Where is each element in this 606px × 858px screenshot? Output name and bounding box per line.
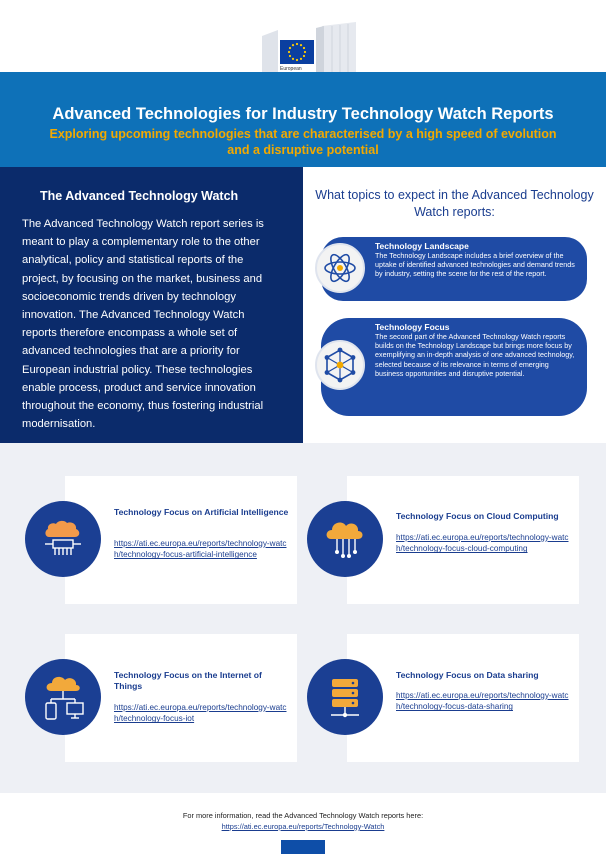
report-title-cloud: Technology Focus on Cloud Computing [396,511,559,521]
brain-chip-icon [25,501,101,577]
intro-body: The Advanced Technology Watch report series is meant to play a complementary role to the other analytical, policy and statistical reports of the project, by focusing on the market, business and socioeconomic trends driven by technology innovation. The Advanced Technology Watch reports therefore encompass a whole set of advanced technologies that are a priority for European industrial policy. These technologies enable process, product and service innovation throughout the economy, thus fostering industrial modernisation. [22,218,264,431]
intro-heading: The Advanced Technology Watch [40,189,239,203]
cloud-devices-icon [25,659,101,735]
topics-panel [303,167,606,443]
report-title-iot: Technology Focus on the Internet of Things [114,670,262,691]
footer [0,793,606,858]
topic-technology-landscape [321,237,587,301]
header-logo-area [0,0,606,72]
network-hexagon-icon [315,340,365,390]
topic-title: Technology Landscape [375,241,469,251]
report-title-data-sharing: Technology Focus on Data sharing [396,670,539,680]
topic-title: Technology Focus [375,322,450,332]
footer-accent-bar [281,840,325,854]
topic-description: The Technology Landscape includes a brief overview of the uptake of identified advanced technologies and demand trends by industry, setting the scene for the rest of the report. [375,251,575,279]
topics-heading: What topics to expect in the Advanced Technology Watch reports: [315,188,594,219]
report-link-ai[interactable]: https://ati.ec.europa.eu/reports/technology-watch/technology-focus-artificial-intelligence [114,539,287,560]
report-title-ai: Technology Focus on Artificial Intelligence [114,507,289,517]
logo-line-1: European [280,66,302,72]
topic-description: The second part of the Advanced Technology Watch reports builds on the Technology Landscape but brings more focus by exemplifying an in-depth analysis of one advanced technology, selected because of its relevance in terms of emerging business opportunities and disruptive potential. [375,332,575,378]
page-title: Advanced Technologies for Industry Technology Watch Reports [52,105,554,123]
eu-flag-icon [280,40,314,64]
database-icon [307,659,383,735]
intro-panel [0,167,303,443]
footer-link[interactable]: https://ati.ec.europa.eu/reports/Technology-Watch [221,822,385,831]
title-banner [0,72,606,167]
report-link-data-sharing[interactable]: https://ati.ec.europa.eu/reports/technology-watch/technology-focus-data-sharing [396,691,569,712]
footer-text: For more information, read the Advanced Technology Watch reports here: [182,811,424,820]
atom-icon [315,243,365,293]
report-link-cloud[interactable]: https://ati.ec.europa.eu/reports/technology-watch/technology-focus-cloud-computing [396,533,569,554]
topic-technology-focus [321,318,587,416]
cloud-network-icon [307,501,383,577]
report-link-iot[interactable]: https://ati.ec.europa.eu/reports/technology-watch/technology-focus-iot [114,703,287,724]
page-subtitle: Exploring upcoming technologies that are characterised by a high speed of evolution and a disruptive potential [49,127,557,157]
